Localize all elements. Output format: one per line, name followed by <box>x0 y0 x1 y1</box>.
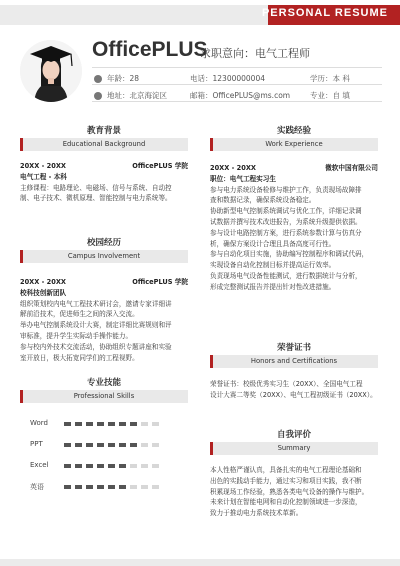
honors-line: 设计大赛二等奖（20XX）、电气工程初级证书（20XX）。 <box>210 390 377 399</box>
honors-block <box>210 379 378 401</box>
work-title: 实践经验 <box>276 126 311 136</box>
skill-level-english <box>64 485 159 489</box>
job-intention: 求职意向：电气工程师 <box>200 47 310 60</box>
info-age <box>94 73 139 84</box>
summary-line: 出色的实践动手能力，通过实习和项目实践，我不断 <box>210 476 362 485</box>
skill-dot <box>141 422 148 426</box>
campus-org: 校科技创新团队 <box>20 288 67 297</box>
work-line: 形成完整测试报告并提出针对性改进措施。 <box>210 282 336 291</box>
phone-text: 电话：12300000004 <box>190 74 265 83</box>
divider <box>92 67 382 68</box>
skill-dot <box>119 443 126 447</box>
skill-dot <box>108 422 115 426</box>
education-period: 20XX - 20XX <box>20 162 67 170</box>
info-education <box>310 73 350 84</box>
campus-block <box>20 277 188 363</box>
campus-line: 解前沿技术，促进师生之间的深入交流。 <box>20 310 139 319</box>
summary-title: 自我评价 <box>276 430 311 440</box>
info-address <box>94 90 167 101</box>
banner-gray-strip <box>0 5 268 25</box>
work-subtitle: Work Experience <box>210 138 378 151</box>
work-line: 试数据并撰写技术改进报告，为系统升级提供依据。 <box>210 217 362 226</box>
honors-subtitle: Honors and Certifications <box>210 355 378 368</box>
skill-dot <box>97 443 104 447</box>
location-icon <box>94 92 102 100</box>
work-line: 查和数据记录，确保系统设备稳定。 <box>210 196 316 205</box>
education-title: 教育背景 <box>86 126 121 136</box>
campus-line: 组织策划校内电气工程技术研讨会，邀请专家详细讲 <box>20 299 172 308</box>
campus-line: 室开放日，极大拓宽同学们的工程视野。 <box>20 353 139 362</box>
info-major <box>310 90 350 101</box>
skills-title: 专业技能 <box>86 378 121 388</box>
work-line: 参与设计电路控制方案，进行系统参数计算与仿真分 <box>210 228 362 237</box>
skill-dot <box>152 422 159 426</box>
education-school: OfficePLUS 学院 <box>132 162 188 170</box>
skill-dot <box>86 464 93 468</box>
summary-block <box>210 465 378 519</box>
avatar <box>20 40 82 102</box>
skill-name-english: 英语 <box>30 483 44 491</box>
campus-school: OfficePLUS 学院 <box>132 278 188 286</box>
work-company: 微软中国有限公司 <box>325 164 378 172</box>
skill-level-excel <box>64 464 159 468</box>
skill-dot <box>141 464 148 468</box>
skill-dot <box>108 485 115 489</box>
campus-subtitle: Campus Involvement <box>20 250 188 263</box>
campus-line: 参与校内外技术交流活动，协助组织专题讲座和实验 <box>20 342 172 351</box>
education-block <box>20 161 188 204</box>
skill-name-ppt: PPT <box>30 440 43 448</box>
work-block <box>210 163 378 293</box>
skill-dot <box>64 464 71 468</box>
skill-dot <box>108 443 115 447</box>
work-line: 参与电力系统设备检修与维护工作，负责现场故障排 <box>210 185 362 194</box>
summary-line: 致力于推动电力系统技术革新。 <box>210 509 303 518</box>
info-phone <box>190 73 265 84</box>
campus-period: 20XX - 20XX <box>20 278 67 286</box>
skill-dot <box>75 443 82 447</box>
honors-title: 荣誉证书 <box>276 343 311 353</box>
skill-level-ppt <box>64 443 159 447</box>
skill-dot <box>108 464 115 468</box>
summary-subtitle: Summary <box>210 442 378 455</box>
skill-dot <box>64 443 71 447</box>
skill-dot <box>97 422 104 426</box>
skill-dot <box>152 485 159 489</box>
campus-line: 审标准，提升学生实际动手操作能力。 <box>20 331 133 340</box>
education-line: 制、电子技术、微机原理、智能控制与电力系统等。 <box>20 194 172 203</box>
work-line: 负责现场电气设备性能测试，进行数据统计与分析， <box>210 271 362 280</box>
skill-name-word: Word <box>30 419 48 427</box>
skill-dot <box>119 485 126 489</box>
summary-line: 本人性格严谨认真，具备扎实的电气工程理论基础和 <box>210 466 362 474</box>
footer-strip <box>0 559 400 566</box>
work-period: 20XX - 20XX <box>210 164 257 172</box>
skills-subtitle: Professional Skills <box>20 390 188 403</box>
person-icon <box>94 75 102 83</box>
skill-dot <box>152 464 159 468</box>
skill-dot <box>97 464 104 468</box>
summary-line: 积累现场工作经验，熟悉各类电气设备的操作与维护。 <box>210 487 369 496</box>
work-line: 实现设备自动化控制目标并提高运行效率。 <box>210 261 336 270</box>
education-header-row <box>20 161 188 172</box>
education-degree: 电气工程 - 本科 <box>20 172 67 181</box>
skill-dot <box>141 485 148 489</box>
skill-dot <box>75 464 82 468</box>
campus-line: 举办电气控制系统设计大赛，制定详细比赛规则和评 <box>20 321 172 330</box>
work-header-row <box>210 163 378 174</box>
major-text: 专业：自 填 <box>310 91 350 100</box>
work-line: 参与自动化项目实施，协助编写控制程序和调试代码， <box>210 250 369 259</box>
campus-header-row <box>20 277 188 288</box>
skill-dot <box>75 485 82 489</box>
skill-dot <box>64 485 71 489</box>
banner-title: PERSONAL RESUME <box>261 7 388 19</box>
education-text: 学历：本 科 <box>310 74 350 83</box>
skill-dot <box>130 422 137 426</box>
honors-line: 荣誉证书：校级优秀实习生（20XX）、全国电气工程 <box>210 380 363 388</box>
skill-dot <box>141 443 148 447</box>
skill-dot <box>130 443 137 447</box>
skill-dot <box>86 485 93 489</box>
resume-name: OfficePLUS <box>92 38 208 61</box>
skill-dot <box>97 485 104 489</box>
divider <box>92 101 382 102</box>
education-line: 主修课程：电路理论、电磁场、信号与系统、自动控 <box>20 183 172 192</box>
work-position: 职位：电气工程实习生 <box>210 174 276 183</box>
skill-name-excel: Excel <box>30 461 49 469</box>
work-line: 析，确保方案设计合理且具备高度可行性。 <box>210 239 336 248</box>
skill-dot <box>86 443 93 447</box>
email-text: 邮箱：OfficePLUS@ms.com <box>190 91 291 100</box>
header-banner <box>0 0 400 30</box>
address-text: 地址：北京海淀区 <box>107 91 167 100</box>
info-email <box>190 90 290 101</box>
work-line: 协助新型电气控制系统调试与优化工作，详细记录调 <box>210 207 362 216</box>
skill-dot <box>119 464 126 468</box>
portrait-graphic <box>20 40 82 102</box>
skill-dot <box>119 422 126 426</box>
campus-title: 校园经历 <box>86 238 121 248</box>
skill-dot <box>64 422 71 426</box>
skill-dot <box>130 485 137 489</box>
age-text: 年龄：28 <box>107 74 140 83</box>
skill-dot <box>152 443 159 447</box>
skill-dot <box>130 464 137 468</box>
education-subtitle: Educational Background <box>20 138 188 151</box>
summary-line: 未来计划在智能电网和自动化控制领域进一步深造， <box>210 498 362 507</box>
divider <box>92 84 382 85</box>
skill-dot <box>86 422 93 426</box>
skill-dot <box>75 422 82 426</box>
skill-level-word <box>64 422 159 426</box>
